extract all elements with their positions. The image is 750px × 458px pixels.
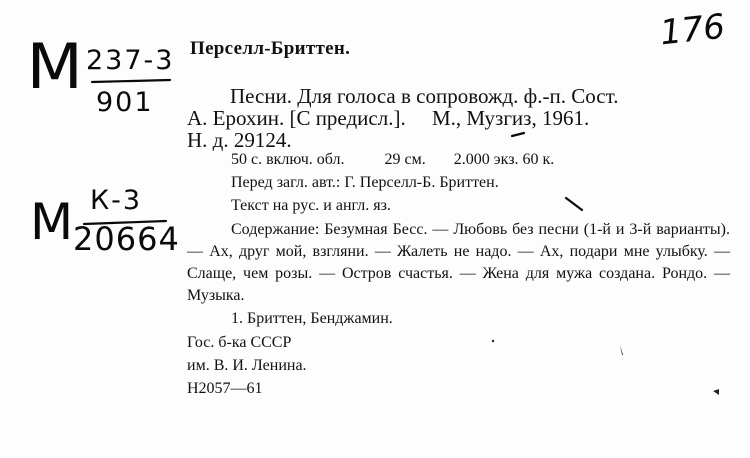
title-line-1: Песни. Для голоса в сопровожд. ф.-п. Сост. <box>230 84 619 108</box>
author-heading: Перселл-Бриттен. <box>190 38 351 59</box>
contents-note: Содержание: Безумная Бесс. — Любовь без песни (1-й и 3-й варианты). — Ах, друг мой, взгляни. — Жалеть не надо. — Ах, подари мне улыбку. — Слаще, чем розы. — Остров счастья. — Жена для мужа создана. Рондо. — Музыка. <box>187 221 730 304</box>
title-line-3: Н. д. 29124. <box>187 128 292 152</box>
note-author: Перед загл. авт.: Г. Перселл-Б. Бриттен. <box>231 174 499 191</box>
title-line-2: А. Ерохин. [С предисл.]. М., Музгиз, 1961. <box>187 106 590 130</box>
page-number: 176 <box>658 6 727 54</box>
subject-entry: 1. Бриттен, Бенджамин. <box>231 310 393 327</box>
shelfmark-2-top: К-3 <box>90 185 143 216</box>
shelfmark-1-letter: М <box>26 30 83 103</box>
library-line-1: Гос. б-ка СССР <box>187 334 292 351</box>
note-language: Текст на рус. и англ. яз. <box>231 197 391 214</box>
library-line-2: им. В. И. Ленина. <box>187 357 307 374</box>
card-number: Н2057—61 <box>187 380 263 397</box>
shelfmark-1-bottom: 901 <box>96 87 154 118</box>
physical-description: 50 с. включ. обл. 29 см. 2.000 экз. 60 к. <box>231 151 555 168</box>
shelfmark-2-letter: М <box>30 193 74 251</box>
shelfmark-2-bottom: 20664 <box>73 220 180 258</box>
shelfmark-1-top: 237-3 <box>86 45 175 76</box>
